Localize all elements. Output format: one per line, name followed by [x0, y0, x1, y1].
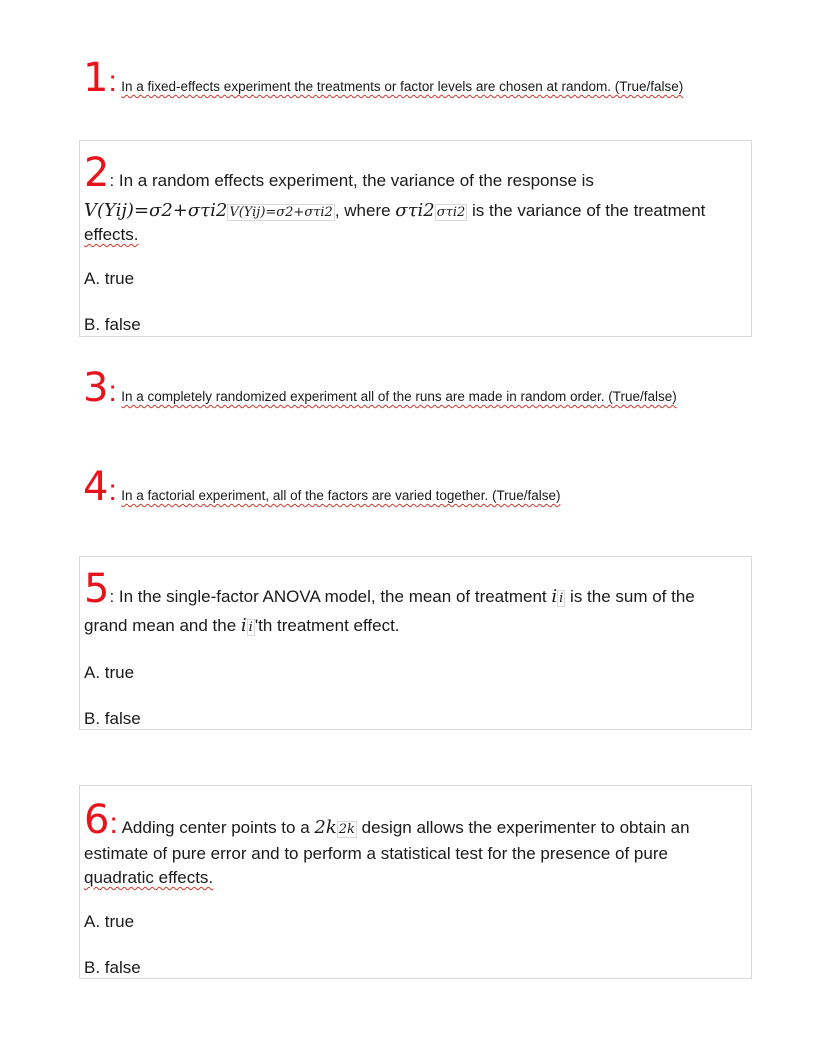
- question-number: 6: [84, 797, 110, 843]
- question-number: 3: [83, 365, 109, 411]
- question-number: 2: [84, 150, 110, 196]
- index-i-2: i: [240, 615, 247, 636]
- question-line-1b: is the sum of the: [565, 587, 695, 606]
- question-separator: :: [108, 375, 117, 408]
- option-b[interactable]: B. false: [84, 315, 141, 334]
- question-line-3: effects.: [84, 225, 139, 244]
- question-text-where: , where: [334, 201, 396, 220]
- question-separator: :: [108, 65, 117, 98]
- variance-formula: V(Yij)=σ2+στi2: [84, 200, 228, 221]
- question-line-1: In a random effects experiment, the variance of the response is: [114, 171, 594, 190]
- question-text: In a fixed-effects experiment the treatments or factor levels are chosen at random. (True/false): [121, 79, 684, 94]
- question-number: 4: [83, 464, 109, 510]
- variance-formula-alt: V(Yij)=σ2+στi2: [229, 205, 333, 220]
- index-i-2-alt: i: [248, 620, 253, 635]
- question-line-2: estimate of pure error and to perform a statistical test for the presence of pure: [84, 844, 668, 863]
- treatment-variance-symbol: στi2: [395, 200, 435, 221]
- question-line-1a: Adding center points to a: [117, 818, 315, 837]
- question-separator: :: [109, 807, 118, 840]
- option-b[interactable]: B. false: [84, 958, 141, 977]
- question-line-1b: design allows the experimenter to obtain an: [356, 818, 690, 837]
- question-2-box: [79, 140, 752, 337]
- question-number: 5: [84, 566, 110, 612]
- option-a[interactable]: A. true: [84, 663, 135, 682]
- option-a[interactable]: A. true: [84, 912, 135, 931]
- option-a[interactable]: A. true: [84, 269, 135, 288]
- question-line-2a: grand mean and the: [84, 616, 241, 635]
- question-line-2b: 'th treatment effect.: [254, 616, 400, 635]
- question-number: 1: [83, 55, 109, 101]
- question-text: In a factorial experiment, all of the factors are varied together. (True/false): [121, 488, 561, 503]
- question-separator: :: [109, 587, 115, 606]
- design-2k: 2k: [314, 817, 337, 838]
- design-2k-alt: 2k: [338, 822, 355, 837]
- question-5-box: [79, 556, 752, 730]
- question-text: In a completely randomized experiment all of the runs are made in random order. (True/false): [121, 389, 677, 404]
- question-line-3: quadratic effects.: [84, 868, 214, 887]
- index-i-alt: i: [559, 591, 564, 606]
- option-b[interactable]: B. false: [84, 709, 141, 728]
- question-separator: :: [109, 171, 115, 190]
- index-i: i: [551, 586, 558, 607]
- question-line-1a: In the single-factor ANOVA model, the mean of treatment: [114, 587, 552, 606]
- question-text-variance: is the variance of the treatment: [467, 201, 706, 220]
- question-6-box: [79, 785, 752, 979]
- question-separator: :: [108, 474, 117, 507]
- treatment-variance-symbol-alt: στi2: [436, 205, 466, 220]
